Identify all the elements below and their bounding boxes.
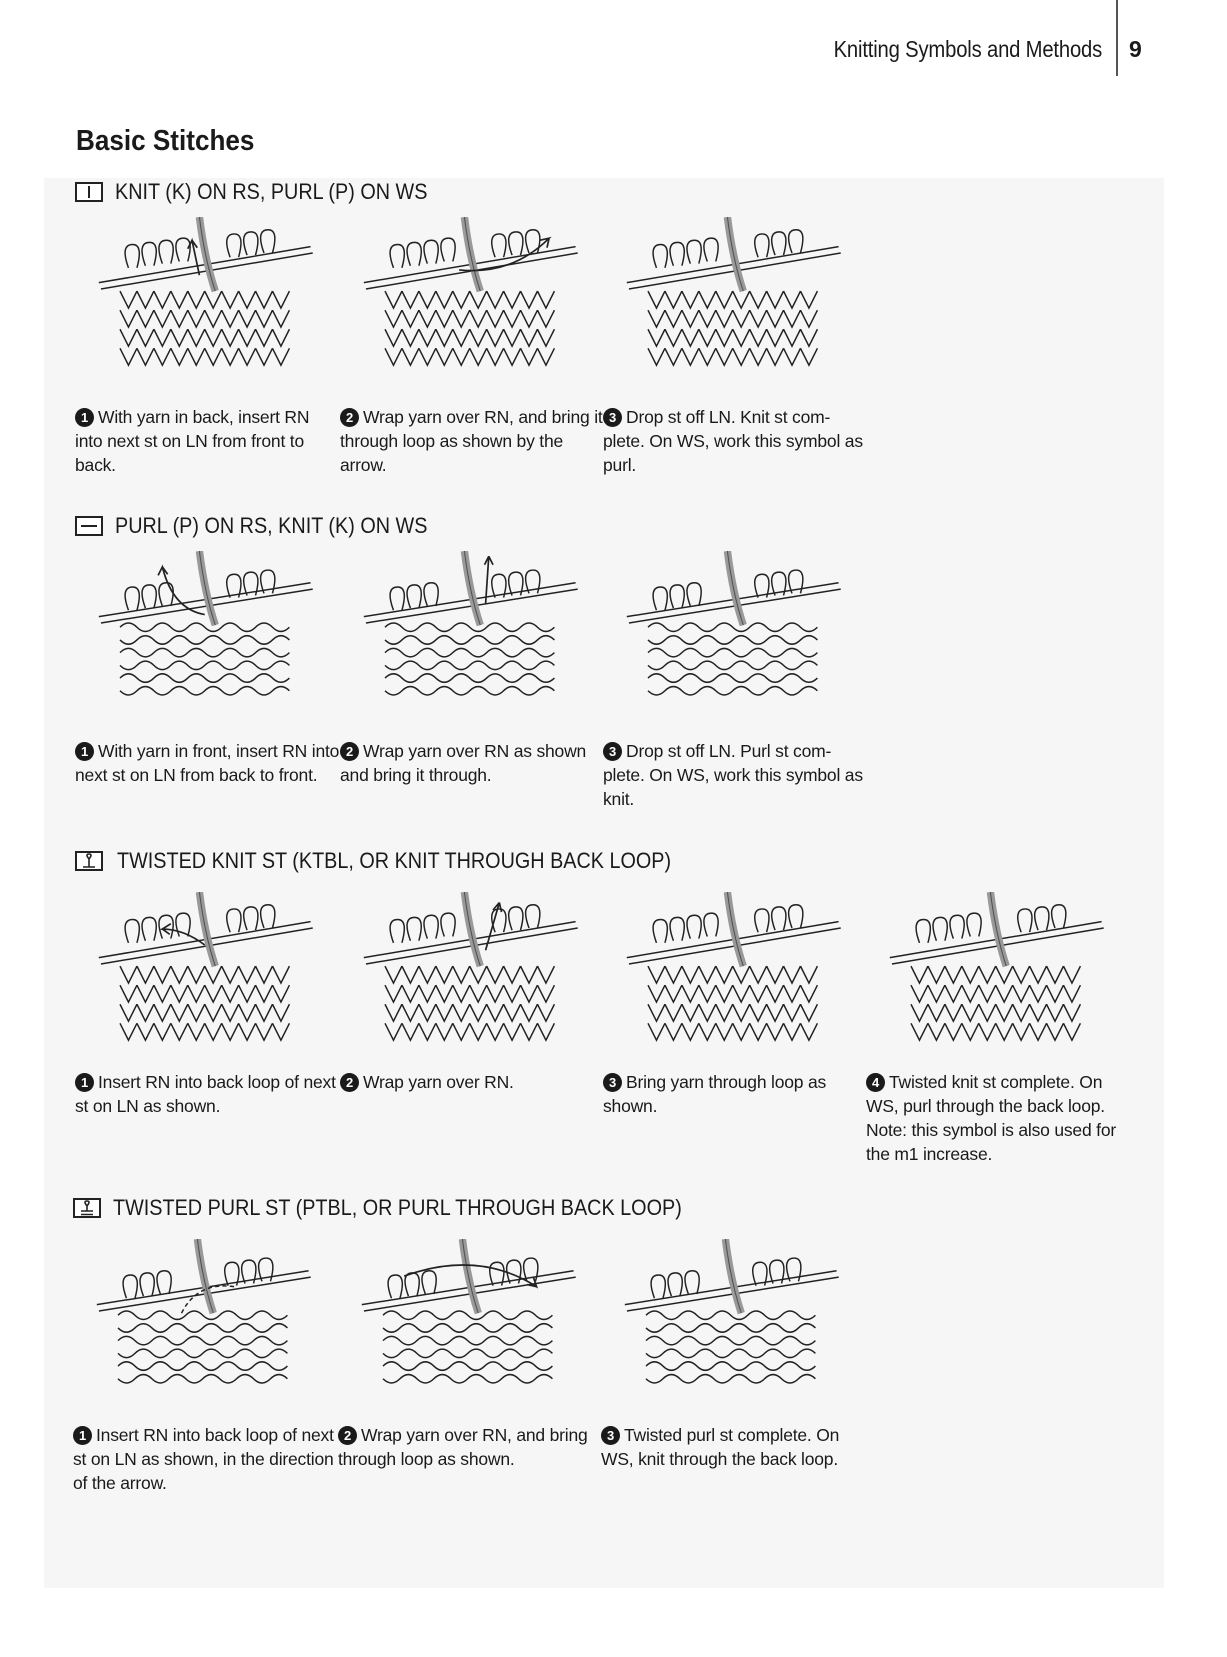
step-text: Bring yarn through loop as shown.	[603, 1072, 827, 1116]
step-text: Wrap yarn over RN, and bring it through loop as shown by the arrow.	[340, 407, 603, 475]
purl-step-3-illustration	[623, 551, 853, 731]
step-caption	[75, 739, 340, 787]
twisted-knit-step-1-illustration	[95, 892, 325, 1072]
section-title: PURL (P) ON RS, KNIT (K) ON WS	[115, 513, 428, 538]
twisted-purl-step-3-illustration	[621, 1239, 851, 1419]
step-text: Twisted knit st complete. On WS, purl through the back loop. Note: this symbol is also used for the m1 increase.	[866, 1072, 1116, 1164]
step-text: With yarn in front, insert RN into next st on LN from back to front.	[75, 741, 340, 785]
knit-step-2-illustration	[360, 217, 590, 397]
step-caption	[340, 405, 605, 477]
header-divider	[1116, 0, 1118, 76]
horizontal-bar-symbol-icon	[75, 516, 103, 536]
step-text: Insert RN into back loop of next st on LN as shown.	[75, 1072, 336, 1116]
twisted-loop-symbol-icon	[75, 851, 103, 871]
step-text: Drop st off LN. Knit st com-plete. On WS, work this symbol as purl.	[603, 407, 863, 475]
step-number-badge: 1	[73, 1426, 92, 1445]
section-title-row	[73, 1193, 745, 1223]
knit-step-1-illustration	[95, 217, 325, 397]
step-number-badge: 1	[75, 1073, 94, 1092]
step-text: Wrap yarn over RN as shown and bring it through.	[340, 741, 587, 785]
knit-step-3-illustration	[623, 217, 853, 397]
section-title: TWISTED KNIT ST (KTBL, OR KNIT THROUGH BACK LOOP)	[117, 848, 672, 873]
step-caption	[75, 405, 340, 477]
step-number-badge: 3	[603, 1073, 622, 1092]
step-caption	[601, 1423, 866, 1471]
step-number-badge: 1	[75, 408, 94, 427]
section-title-row	[75, 846, 733, 876]
step-number-badge: 2	[338, 1426, 357, 1445]
step-text: With yarn in back, insert RN into next st on LN from front to back.	[75, 407, 310, 475]
step-number-badge: 4	[866, 1073, 885, 1092]
step-text: Drop st off LN. Purl st com-plete. On WS, work this symbol as knit.	[603, 741, 863, 809]
step-number-badge: 3	[603, 408, 622, 427]
step-caption	[75, 1070, 340, 1118]
twisted-loop-underline-symbol-icon	[73, 1198, 101, 1218]
step-number-badge: 2	[340, 408, 359, 427]
page-heading: Basic Stitches	[76, 125, 255, 157]
running-title: Knitting Symbols and Methods	[833, 36, 1102, 62]
purl-step-2-illustration	[360, 551, 590, 731]
section-title-row	[75, 177, 462, 207]
twisted-knit-step-4-illustration	[886, 892, 1116, 1072]
step-caption	[603, 739, 868, 811]
twisted-purl-step-1-illustration	[93, 1239, 323, 1419]
purl-step-1-illustration	[95, 551, 325, 731]
step-number-badge: 3	[601, 1426, 620, 1445]
step-caption	[340, 1070, 605, 1094]
step-number-badge: 1	[75, 742, 94, 761]
step-caption	[340, 739, 605, 787]
twisted-knit-step-3-illustration	[623, 892, 853, 1072]
step-caption	[603, 1070, 868, 1118]
step-text: Twisted purl st complete. On WS, knit through the back loop.	[601, 1425, 840, 1469]
step-caption	[73, 1423, 338, 1495]
twisted-purl-step-2-illustration	[358, 1239, 588, 1419]
step-text: Insert RN into back loop of next st on LN as shown, in the direction of the arrow.	[73, 1425, 334, 1493]
running-header	[0, 34, 1227, 74]
section-title-row	[75, 511, 462, 541]
twisted-knit-step-2-illustration	[360, 892, 590, 1072]
step-caption	[866, 1070, 1131, 1166]
step-text: Wrap yarn over RN.	[363, 1072, 514, 1092]
step-text: Wrap yarn over RN, and bring through loop as shown.	[338, 1425, 588, 1469]
page-number: 9	[1129, 36, 1142, 62]
vertical-bar-symbol-icon	[75, 182, 103, 202]
step-number-badge: 2	[340, 1073, 359, 1092]
step-number-badge: 2	[340, 742, 359, 761]
section-title: KNIT (K) ON RS, PURL (P) ON WS	[115, 179, 428, 204]
section-title: TWISTED PURL ST (PTBL, OR PURL THROUGH BACK LOOP)	[113, 1195, 682, 1220]
step-number-badge: 3	[603, 742, 622, 761]
step-caption	[338, 1423, 603, 1471]
step-caption	[603, 405, 868, 477]
